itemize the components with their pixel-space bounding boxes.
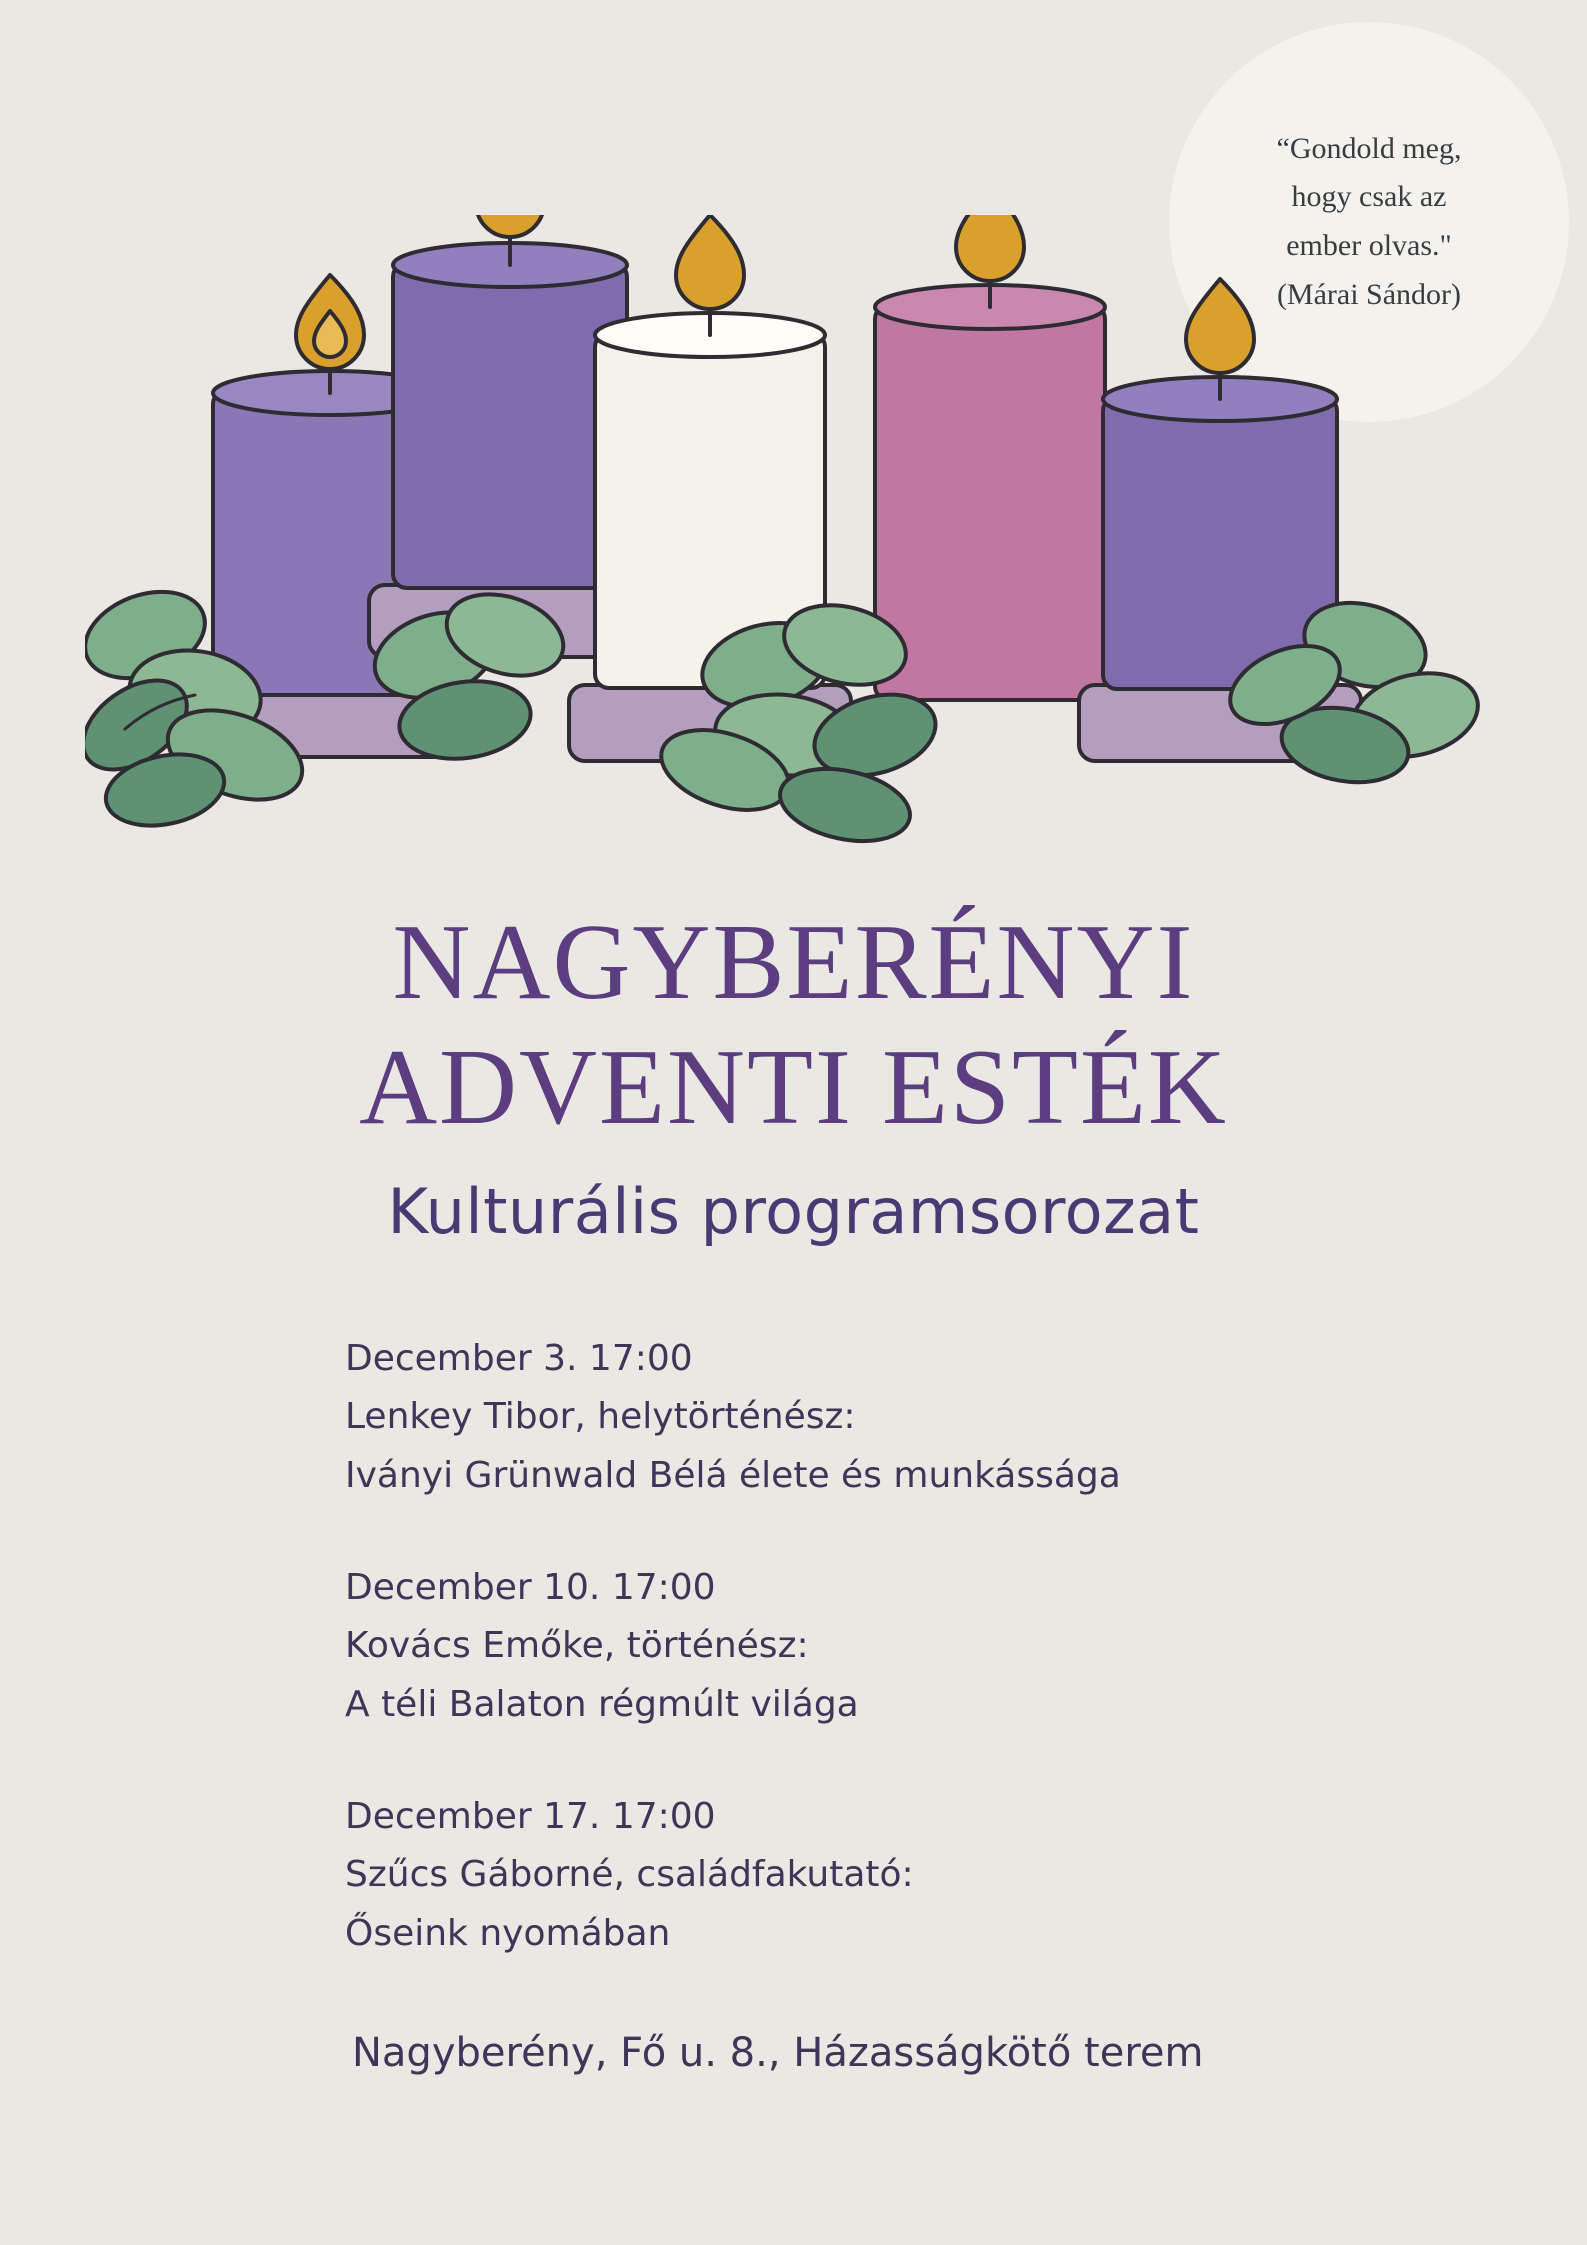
program-list <box>345 1330 1345 2017</box>
page-title <box>0 900 1587 1248</box>
program-presenter: Szűcs Gáborné, családfakutató: <box>345 1854 914 1896</box>
venue-address: Nagyberény, Fő u. 8., Házasságkötő terem <box>352 2030 1204 2076</box>
program-presenter: Lenkey Tibor, helytörténész: <box>345 1396 856 1438</box>
program-date: December 3. 17:00 <box>345 1338 693 1379</box>
quote-attribution: (Márai Sándor) <box>1276 277 1462 311</box>
flame-icon <box>956 215 1024 281</box>
quote-line-1: “Gondold meg, <box>1276 131 1462 165</box>
program-date: December 17. 17:00 <box>345 1795 716 1837</box>
flame-icon <box>676 215 744 309</box>
list-item <box>345 1559 1345 1734</box>
program-presenter: Kovács Emőke, történész: <box>345 1625 809 1667</box>
flame-icon <box>476 215 544 237</box>
list-item <box>345 1788 1345 1963</box>
subtitle: Kulturális programsorozat <box>387 1174 1200 1248</box>
candle-pink <box>875 215 1105 700</box>
title-line-1: NAGYBERÉNYI <box>392 903 1195 1022</box>
program-topic: Őseink nyomában <box>345 1912 671 1954</box>
flame-icon <box>1186 279 1254 373</box>
program-date: December 10. 17:00 <box>345 1566 716 1608</box>
quote-line-3: ember olvas." <box>1286 229 1452 262</box>
title-line-2: ADVENTI ESTÉK <box>359 1028 1228 1148</box>
program-topic: A téli Balaton régmúlt világa <box>345 1683 859 1725</box>
quote-line-2: hogy csak az <box>1291 180 1447 214</box>
advent-wreath-illustration <box>85 215 1485 905</box>
program-topic: Iványi Grünwald Bélá élete és munkássága <box>345 1454 1121 1496</box>
list-item <box>345 1330 1345 1505</box>
